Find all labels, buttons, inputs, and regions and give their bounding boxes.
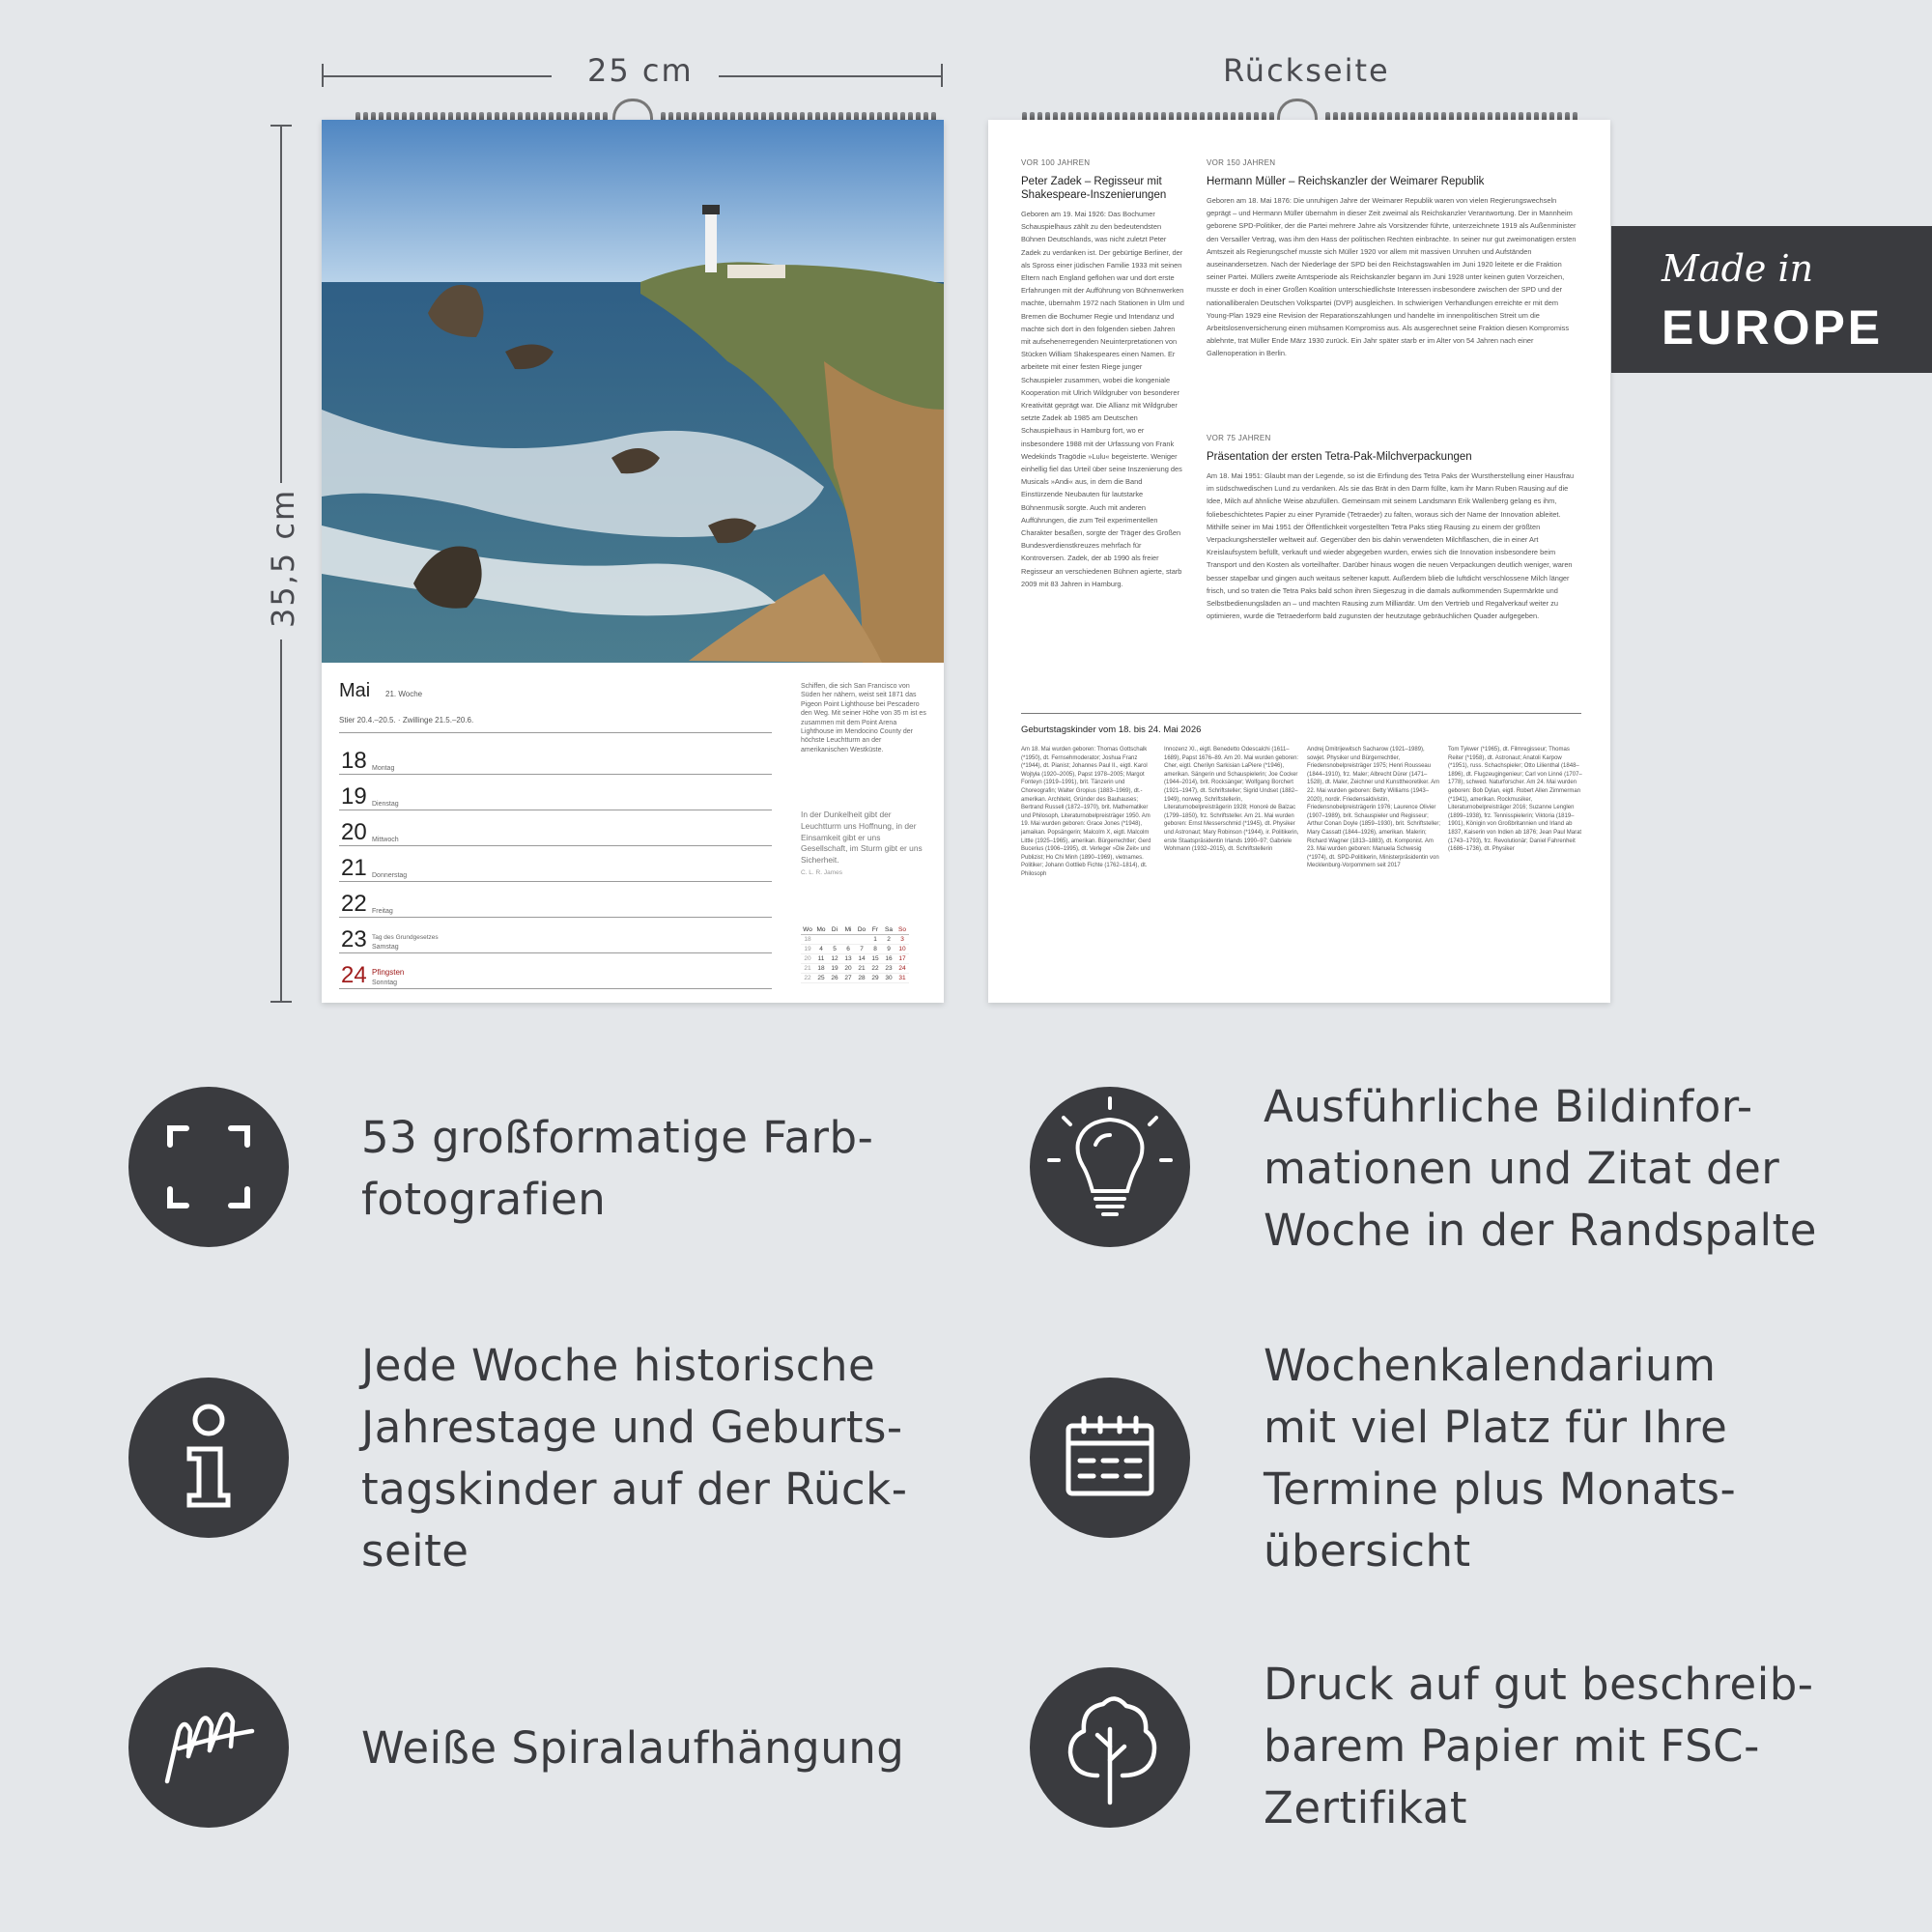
mini-calendar-cell: 21 <box>855 964 868 974</box>
article-body: Geboren am 19. Mai 1926: Das Bochumer Schauspielhaus zählt zu den bedeutendsten Bühnen Deutschlands, was nicht zuletzt Peter Zadek zu verdanken ist. Der gebürtige Berliner, der als Spross einer jüdischen Familie 1933 mit seinen Eltern nach England geflohen war und dort erste Erfahrungen mit der Aufführung von Bühnenwerken machte, übernahm 1972 nach Stationen in Ulm und Bremen die Bochumer Regie und Intendanz und machte sich dort in den folgenden sieben Jahren mit aufsehenerregenden Neuinterpretationen von Stücken William Shakespeares einen Namen. Er arbeitete mit einer festen Riege junger Schauspieler zusammen, wobei die kongeniale Kooperation mit Ulrich Wildgruber von besonderer Kreativität geprägt war. Die Allianz mit Wildgruber setzte Zadek ab 1985 am Deutschen Schauspielhaus in Hamburg fort, wo er insbesondere 1988 mit der Urfassung von Frank Wedekinds Tragödie »Lulu« begeisterte. Weniger einhellig fiel das Urteil über seine Inszenierung des Musicals »Andi« aus, in dem die Band Einstürzende Neubauten für lautstarke Bühnenmusik sorgte. Auch mit anderen Aufführungen, die zum Teil experimentellen Charakter besaßen, sorgte der Träger des Großen Bundesverdienstkreuzes mehrfach für Kontroversen. Zadek, der ab 1990 als freier Regisseur an verschiedenen Bühnen agierte, starb 2009 mit 83 Jahren in Hamburg. <box>1021 210 1184 588</box>
mini-calendar-cell: 13 <box>841 954 855 964</box>
birthdays-column-1: Am 18. Mai wurden geboren: Thomas Gottschalk (*1950), dt. Fernsehmoderator; Joshua Franz (*1944), dt. Pianist; Johannes Paul II., eigtl. Karol Wojtyła (1920–2005), Papst 1978–2005; Margot Fonteyn (1919–1991), brit. Tänzerin und Choreografin; Walter Gropius (1883–1969), dt.-amerikan. Architekt, Gründer des Bauhauses; Bertrand Russell (1872–1970), brit. Mathematiker und Philosoph, Literaturnobelpreisträger 1950. Am 19. Mai wurden geboren: Grace Jones (*1948), jamaikan. Popsängerin; Malcolm X, eigtl. Malcolm Little (1925–1965), amerikan. Bürgerrechtler; Gerd Bucerius (1906–1995), dt. Verleger »Die Zeit« und Publizist; Ho Chi Minh (1890–1969), vietnames. Politiker; Johann Gottlieb Fichte (1762–1814), dt. Philosoph <box>1021 747 1151 877</box>
day-name: Sonntag <box>372 980 398 986</box>
back-side-label: Rückseite <box>1223 52 1390 89</box>
article-body: Am 18. Mai 1951: Glaubt man der Legende, so ist die Erfindung des Tetra Paks der Wurstherstellung einer Hausfrau im südschwedischen Lund zu verdanken. Als sie das Brät in den Darm füllte, kam ihr Mann Ruben Rausing auf die Idee, Milch auf ähnliche Weise abzufüllen. Gemeinsam mit seinem Landsmann Erik Wallenberg gelang es ihm, foliebeschichtetes Papier zu einer Pyramide (Tetraeder) zu falten, woraus sich der Name der Innovation ableitet. Mithilfe seiner im Mai 1951 der Öffentlichkeit vorgestellten Tetra Paks stieg Rausing zu einem der größten Verpackungshersteller weltweit auf. Gegenüber den bis dahin verwendeten Milchflaschen, die in einer Art Kreislaufsystem befüllt, verkauft und wieder abgegeben wurden, erwies sich die Innovation insbesondere beim Transport und den Kosten als vorteilhafter. Darüber hinaus wogen die neuen Verpackungen deutlich weniger, waren besser stapelbar und gingen auch weitaus seltener kaputt. Außerdem blieb die luftdicht verschlossene Milch länger frisch, und so traten die Tetra Paks bald schon ihren Siegeszug in die damals aufkommenden Supermärkte und Selbstbedienungsläden an – und machten Rausing zum Milliardär. Um den Vertrieb und Regalverkauf weiter zu optimieren, wurde die Tetraederform bald zugunsten der heutzutage gebräuchlichen Quader aufgegeben. <box>1207 471 1575 621</box>
mini-calendar-cell: 23 <box>882 964 895 974</box>
birthdays-column-4: Tom Tykwer (*1965), dt. Filmregisseur; Thomas Reiter (*1958), dt. Astronaut; Anatoli Karpow (*1951), russ. Schachspieler; Otto Lilienthal (1848–1896), dt. Flugzeugingenieur; Carl von Linné (1707–1778), schwed. Naturforscher. Am 24. Mai wurden geboren: Bob Dylan, eigtl. Robert Allen Zimmerman (*1941), amerikan. Rockmusiker, Literaturnobelpreisträger 2016; Suzanne Lenglen (1899–1938), frz. Tennisspielerin; Viktoria (1819–1901), Königin von Großbritannien und Irland ab 1837, Kaiserin von Indien ab 1876; Jean Paul Marat (1743–1793), frz. Revolutionär; Daniel Fahrenheit (1686–1736), dt. Physiker <box>1448 747 1582 853</box>
mini-calendar-cell: 11 <box>814 954 828 964</box>
mini-calendar-header-cell: Fr <box>868 925 882 935</box>
mini-calendar-cell: 6 <box>841 945 855 954</box>
day-note: Pfingsten <box>372 968 405 977</box>
feature-text-info: Ausführliche Bildinfor- mationen und Zitat der Woche in der Randspalte <box>1264 1081 1817 1256</box>
mini-calendar-header-cell: Do <box>855 925 868 935</box>
tree-icon <box>1030 1667 1190 1828</box>
calendar-day-row[interactable] <box>339 738 772 775</box>
badge-main-text: EUROPE <box>1662 300 1884 355</box>
anniversary-article-mueller <box>1207 158 1581 360</box>
mini-calendar-header-cell: Sa <box>882 925 895 935</box>
birthdays-divider <box>1021 713 1581 714</box>
lighthouse-coast-photo <box>322 120 944 663</box>
mini-calendar-cell: 26 <box>828 974 841 983</box>
calendar-icon <box>1030 1378 1190 1538</box>
zodiac-info: Stier 20.4.–20.5. · Zwillinge 21.5.–20.6. <box>339 716 474 724</box>
mini-calendar-cell: 14 <box>855 954 868 964</box>
height-dimension-cap-top <box>270 125 292 127</box>
quote-author: C. L. R. James <box>801 868 842 876</box>
width-dimension-end <box>941 64 943 87</box>
mini-calendar-cell: 5 <box>828 945 841 954</box>
mini-calendar-cell: 25 <box>814 974 828 983</box>
mini-calendar-cell: 19 <box>801 945 814 954</box>
day-number: 18 <box>341 748 367 774</box>
mini-calendar-cell: 15 <box>868 954 882 964</box>
day-name: Dienstag <box>372 801 399 808</box>
spiral-icon <box>128 1667 289 1828</box>
mini-calendar-cell: 9 <box>882 945 895 954</box>
calendar-day-row[interactable] <box>339 952 772 989</box>
mini-calendar-cell: 18 <box>814 964 828 974</box>
lightbulb-icon <box>1030 1087 1190 1247</box>
mini-calendar-cell: 19 <box>828 964 841 974</box>
article-title: Präsentation der ersten Tetra-Pak-Milchverpackungen <box>1207 451 1472 463</box>
mini-calendar-cell: 3 <box>895 935 909 945</box>
mini-calendar-cell: 1 <box>868 935 882 945</box>
mini-calendar-cell: 22 <box>801 974 814 983</box>
weekly-quote <box>801 810 926 879</box>
height-dimension-cap-bottom <box>270 1001 292 1003</box>
mini-calendar-cell: 21 <box>801 964 814 974</box>
mini-calendar-cell: 12 <box>828 954 841 964</box>
width-dimension-line-left <box>322 75 552 77</box>
mini-calendar-cell: 22 <box>868 964 882 974</box>
month-overview-calendar <box>801 925 909 983</box>
badge-script-text: Made in <box>1662 247 1814 290</box>
mini-calendar-cell <box>855 935 868 945</box>
mini-calendar-cell: 20 <box>801 954 814 964</box>
mini-calendar-header-cell: Di <box>828 925 841 935</box>
mini-calendar-cell: 8 <box>868 945 882 954</box>
feature-text-spiral: Weiße Spiralaufhängung <box>361 1722 905 1774</box>
day-name: Freitag <box>372 908 393 915</box>
day-number: 22 <box>341 891 367 917</box>
mini-calendar-header-cell: Mo <box>814 925 828 935</box>
feature-text-anniversaries: Jede Woche historische Jahrestage und Geburts- tagskinder auf der Rück- seite <box>361 1340 908 1577</box>
calendar-day-row[interactable] <box>339 881 772 918</box>
frame-icon <box>128 1087 289 1247</box>
mini-calendar-cell: 30 <box>882 974 895 983</box>
calendar-day-row[interactable] <box>339 917 772 953</box>
mini-calendar-cell: 2 <box>882 935 895 945</box>
birthdays-column-2: Innozenz XI., eigtl. Benedetto Odescalchi (1611–1689), Papst 1676–89. Am 20. Mai wurden geboren: Cher, eigtl. Cherilyn Sarkisian LaPiere (*1946), amerikan. Sängerin und Schauspielerin; Joe Cocker (1944–2014), brit. Rocksänger; Wolfgang Borchert (1921–1947), dt. Schriftsteller; Sigrid Undset (1882–1949), norweg. Schriftstellerin, Literaturnobelpreisträgerin 1928; Honoré de Balzac (1799–1850), frz. Schriftsteller. Am 21. Mai wurden geboren: Ernst Messerschmid (*1945), dt. Physiker und Astronaut; Mary Robinson (*1944), ir. Politikerin, erste Staatspräsidentin Irlands 1990–97; Gabriele Wohmann (1932–2015), dt. Schriftstellerin <box>1164 747 1299 853</box>
height-dimension-label: 35,5 cm <box>265 488 301 628</box>
mini-calendar-cell: 17 <box>895 954 909 964</box>
article-tag: VOR 75 JAHREN <box>1207 434 1271 442</box>
mini-calendar-cell: 20 <box>841 964 855 974</box>
calendar-month: Mai <box>339 680 371 701</box>
mini-calendar-cell: 24 <box>895 964 909 974</box>
feature-text-photos: 53 großformatige Farb- fotografien <box>361 1112 874 1225</box>
mini-calendar-cell <box>841 935 855 945</box>
birthdays-title: Geburtstagskinder vom 18. bis 24. Mai 2026 <box>1021 724 1202 735</box>
width-dimension-line-right <box>719 75 943 77</box>
feature-text-paper: Druck auf gut beschreib- barem Papier mit FSC- Zertifikat <box>1264 1659 1814 1833</box>
article-body: Geboren am 18. Mai 1876: Die unruhigen Jahre der Weimarer Republik waren von vielen Regierungswechseln geprägt – und Hermann Müller übernahm in dieser Zeit zweimal als Reichskanzler Verantwortung. Der in Mannheim geborene SPD-Politiker, der die Partei mehrere Jahre als Vorsitzender führte, unterzeichnete 1919 als Außenminister den Versailler Vertrag, was ihm den Hass der politischen Rechten einbrachte. In seiner nur gut zweimonatigen ersten Amtszeit als Regierungschef musste sich Müller 1920 vor allem mit massiven Unruhen und Aufständen auseinandersetzen. Nach der Niederlage der SPD bei den Reichstagswahlen im Juni 1920 leitete er die Fraktion seiner Partei. Müllers zweite Amtsperiode als Reichskanzler begann im Juni 1928 unter keinen guten Vorzeichen, musste er doch in einer Großen Koalition unterschiedlichste Interessen insbesondere zwischen der SPD und der nationalliberalen Deutschen Volkspartei (DVP) ausgleichen. In schwierigen Verhandlungen erreichte er mit dem Young-Plan 1929 eine Revision der Reparationszahlungen und handelte im innenpolitischen Streit um die Arbeitslosenversicherung einen mühsamen Kompromiss aus. Als ausgerechnet seine Fraktion diesen Kompromiss ablehnte, trat Müller Ende März 1930 zurück. Ein Jahr später starb er im Alter von 54 Jahren nach einer Gallenoperation in Berlin. <box>1207 196 1577 358</box>
mini-calendar-cell: 27 <box>841 974 855 983</box>
calendar-header-divider <box>339 732 772 733</box>
mini-calendar-cell: 7 <box>855 945 868 954</box>
front-calendar-page <box>322 120 944 1003</box>
mini-calendar-header-cell: Mi <box>841 925 855 935</box>
calendar-day-row[interactable] <box>339 774 772 810</box>
width-dimension-label: 25 cm <box>587 52 694 89</box>
mini-calendar-cell: 31 <box>895 974 909 983</box>
anniversary-article-tetrapak <box>1207 434 1581 622</box>
quote-text: In der Dunkelheit gibt der Leuchtturm uns Hoffnung, in der Einsamkeit gibt er uns Gesellschaft, im Sturm gibt er uns Sicherheit. <box>801 810 923 866</box>
article-title: Peter Zadek – Regisseur mit Shakespeare-Inszenierungen <box>1021 176 1167 201</box>
article-tag: VOR 100 JAHREN <box>1021 158 1091 167</box>
day-number: 23 <box>341 926 367 952</box>
day-number: 21 <box>341 855 367 881</box>
article-tag: VOR 150 JAHREN <box>1207 158 1276 167</box>
day-name: Mittwoch <box>372 837 399 843</box>
mini-calendar-cell: 16 <box>882 954 895 964</box>
mini-calendar-header-cell: So <box>895 925 909 935</box>
mini-calendar-cell: 29 <box>868 974 882 983</box>
mini-calendar-header-cell: Wo <box>801 925 814 935</box>
back-calendar-page <box>988 120 1610 1003</box>
article-title: Hermann Müller – Reichskanzler der Weimarer Republik <box>1207 176 1485 187</box>
made-in-europe-badge <box>1611 226 1932 373</box>
height-dimension-line-top <box>280 126 282 483</box>
day-note: Tag des Grundgesetzes <box>372 934 439 941</box>
mini-calendar-cell <box>828 935 841 945</box>
day-name: Donnerstag <box>372 872 408 879</box>
mini-calendar-cell: 28 <box>855 974 868 983</box>
birthdays-column-3: Andrej Dmitrijewitsch Sacharow (1921–1989), sowjet. Physiker und Bürgerrechtler, Friedensnobelpreisträger 1975; Henri Rousseau (1844–1910), frz. Maler; Albrecht Dürer (1471–1528), dt. Maler, Zeichner und Kunsttheoretiker. Am 22. Mai wurden geboren: Betty Williams (1943–2020), nordir. Friedensaktivistin, Friedensnobelpreisträgerin 1976; Laurence Olivier (1907–1989), brit. Schauspieler und Regisseur; Arthur Conan Doyle (1859–1930), brit. Schriftsteller; Mary Cassatt (1844–1926), amerikan. Malerin; Richard Wagner (1813–1883), dt. Komponist. Am 23. Mai wurden geboren: Manuela Schwesig (*1974), dt. SPD-Politikerin, Ministerpräsidentin von Mecklenburg-Vorpommern seit 2017 <box>1307 747 1441 869</box>
day-name: Montag <box>372 765 395 772</box>
mini-calendar-cell: 4 <box>814 945 828 954</box>
day-number: 24 <box>341 962 367 988</box>
mini-calendar-cell: 10 <box>895 945 909 954</box>
height-dimension-line-bottom <box>280 639 282 1003</box>
calendar-day-row[interactable] <box>339 810 772 846</box>
day-number: 20 <box>341 819 367 845</box>
anniversary-article-zadek <box>1021 158 1185 590</box>
info-icon <box>128 1378 289 1538</box>
feature-text-calendar: Wochenkalendarium mit viel Platz für Ihre Termine plus Monats- übersicht <box>1264 1340 1737 1577</box>
photo-caption: Schiffen, die sich San Francisco von Süden her nähern, weist seit 1871 das Pigeon Point Lighthouse bei Pescadero den Weg. Mit seiner Höhe von 35 m ist es zusammen mit dem Point Arena Lighthouse im Mendocino County der höchste Leuchtturm an der amerikanischen Westküste. <box>801 683 926 753</box>
day-number: 19 <box>341 783 367 810</box>
calendar-day-row[interactable] <box>339 845 772 882</box>
mini-calendar-cell: 18 <box>801 935 814 945</box>
mini-calendar-cell <box>814 935 828 945</box>
calendar-week-number: 21. Woche <box>385 690 423 698</box>
day-name: Samstag <box>372 944 399 951</box>
